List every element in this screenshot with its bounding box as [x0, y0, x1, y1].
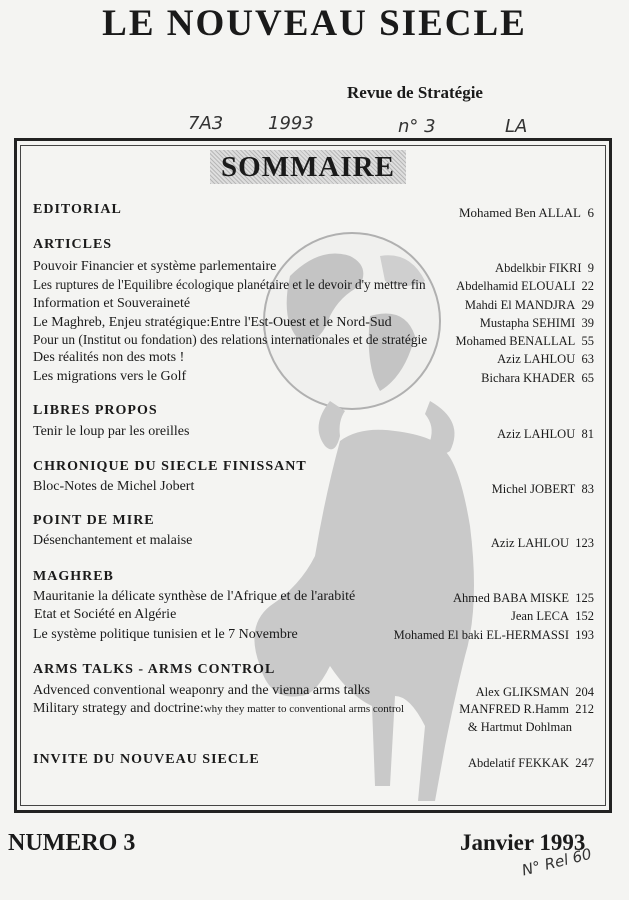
- editorial-author: Mohamed Ben ALLAL 6: [458, 205, 594, 220]
- toc-entry: Des réalités non des mots !: [33, 350, 185, 365]
- section-libres-propos: LIBRES PROPOS: [33, 403, 158, 418]
- toc-coauthor: & Hartmut Dohlman: [467, 720, 572, 734]
- toc-entry: Advenced conventional weaponry and the vienna arms talks: [33, 683, 371, 698]
- handwritten-mark: LA: [505, 116, 528, 137]
- section-invite: INVITE DU NOUVEAU SIECLE: [33, 752, 260, 767]
- section-articles: ARTICLES: [33, 237, 113, 252]
- toc-author: Alex GLIKSMAN 204: [475, 685, 594, 699]
- toc-author: Abdelkbir FIKRI 9: [495, 261, 594, 275]
- toc-author: Mahdi El MANDJRA 29: [464, 298, 594, 312]
- toc-entry: Tenir le loup par les oreilles: [33, 424, 190, 439]
- toc-author: Abdelatif FEKKAK 247: [467, 756, 594, 770]
- section-editorial: EDITORIAL: [33, 202, 122, 217]
- toc-entry: Le Maghreb, Enjeu stratégique:Entre l'Est-Ouest et le Nord-Sud: [33, 315, 392, 330]
- toc-entry: Le système politique tunisien et le 7 Novembre: [33, 627, 298, 642]
- toc-author: Bichara KHADER 65: [481, 371, 594, 385]
- journal-title: LE NOUVEAU SIECLE: [102, 3, 527, 44]
- toc-entry: Military strategy and doctrine:why they matter to conventional arms control: [33, 701, 405, 716]
- section-chronique: CHRONIQUE DU SIECLE FINISSANT: [33, 459, 307, 474]
- toc-author: Ahmed BABA MISKE 125: [453, 591, 594, 605]
- toc-author: Aziz LAHLOU 63: [497, 352, 594, 366]
- toc-author: Aziz LAHLOU 123: [490, 536, 594, 550]
- toc-entry: Désenchantement et malaise: [33, 533, 193, 548]
- handwritten-year: 1993: [268, 113, 314, 134]
- section-point-de-mire: POINT DE MIRE: [33, 513, 155, 528]
- issue-date: Janvier 1993: [460, 830, 586, 855]
- toc-author: Abdelhamid ELOUALI 22: [456, 279, 594, 293]
- toc-entry: Etat et Société en Algérie: [34, 607, 177, 622]
- toc-heading: SOMMAIRE: [221, 151, 395, 183]
- toc-author: Jean LECA 152: [511, 609, 594, 623]
- toc-entry: Pouvoir Financier et système parlementaire: [33, 259, 277, 274]
- toc-author: Mohamed El baki EL-HERMASSI 193: [393, 628, 594, 642]
- toc-entry: Mauritanie la délicate synthèse de l'Afrique et de l'arabité: [33, 589, 356, 604]
- toc-author: Aziz LAHLOU 81: [497, 427, 594, 441]
- handwritten-code: 7A3: [188, 113, 224, 134]
- section-arms: ARMS TALKS - ARMS CONTROL: [33, 662, 276, 677]
- toc-author: Mustapha SEHIMI 39: [479, 316, 594, 330]
- toc-entry: Pour un (Institut ou fondation) des relations internationales et de stratégie: [33, 332, 428, 347]
- toc-author: Michel JOBERT 83: [491, 482, 594, 496]
- section-maghreb: MAGHREB: [33, 569, 114, 584]
- issue-number: NUMERO 3: [8, 830, 136, 856]
- toc-entry: Information et Souveraineté: [33, 296, 191, 311]
- journal-subtitle: Revue de Stratégie: [347, 83, 483, 102]
- toc-author: Mohamed BENALLAL 55: [455, 334, 594, 348]
- toc-entry: Les ruptures de l'Equilibre écologique planétaire et le devoir d'y mettre fin: [33, 277, 426, 292]
- handwritten-stamp: N° Rel 60: [520, 844, 594, 880]
- toc-entry: Bloc-Notes de Michel Jobert: [33, 479, 195, 494]
- handwritten-number: n° 3: [398, 116, 436, 137]
- toc-author: MANFRED R.Hamm 212: [459, 702, 594, 716]
- toc-entry: Les migrations vers le Golf: [33, 369, 187, 384]
